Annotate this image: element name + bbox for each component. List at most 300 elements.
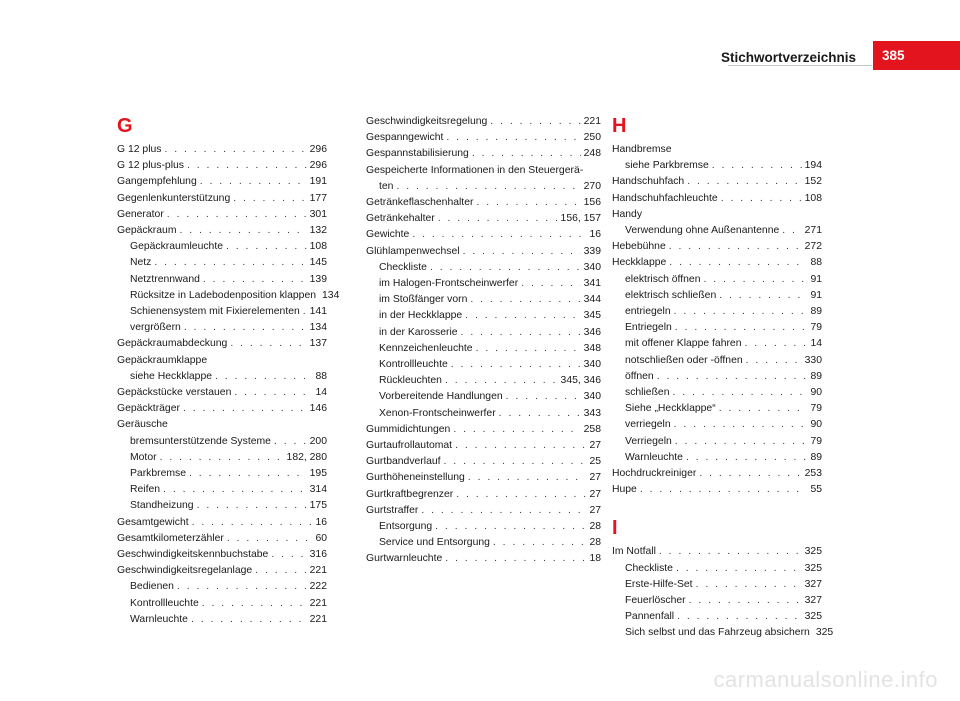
entry-page-number[interactable]: 177 <box>309 192 327 204</box>
entry-page-number[interactable]: 152 <box>804 176 822 188</box>
index-subentry <box>366 179 601 195</box>
index-subentry <box>612 561 822 577</box>
index-entry <box>612 239 822 255</box>
entry-page-number[interactable]: 253 <box>804 468 822 480</box>
entry-page-number[interactable]: 271 <box>804 225 822 237</box>
entry-page-number[interactable]: 200 <box>309 435 327 447</box>
index-entry <box>366 470 601 486</box>
dot-leader <box>271 547 306 563</box>
entry-label: notschließen oder -öffnen <box>625 354 743 366</box>
entry-label: Gepäckraum <box>117 225 177 237</box>
dot-leader <box>453 422 580 438</box>
index-entry <box>366 211 601 227</box>
dot-leader <box>438 211 558 227</box>
entry-label: Vorbereitende Handlungen <box>379 391 503 403</box>
entry-label: in der Karosserie <box>379 326 458 338</box>
entry-label: Siehe „Heckklappe“ <box>625 403 716 415</box>
entry-page-number[interactable]: 88 <box>810 257 822 269</box>
entry-label: siehe Heckklappe <box>130 370 213 382</box>
entry-label: Gespanngewicht <box>366 132 444 144</box>
entry-label: G 12 plus <box>117 144 162 155</box>
dot-leader <box>689 593 802 609</box>
entry-page-number[interactable]: 344 <box>583 294 601 306</box>
index-entry <box>366 130 601 146</box>
entry-label: im Stoßfänger vorn <box>379 294 468 306</box>
entry-page-number[interactable]: 339 <box>583 245 601 257</box>
index-subentry <box>366 535 601 551</box>
index-entry <box>117 191 327 207</box>
entry-label: Parkbremse <box>130 468 187 480</box>
index-subentry <box>117 596 327 612</box>
dot-leader <box>226 239 307 255</box>
entry-label: im Halogen-Frontscheinwerfer <box>379 278 519 290</box>
entry-page-number[interactable]: 27 <box>589 504 601 516</box>
section-spacer <box>612 498 822 516</box>
entry-label: Reifen <box>130 484 161 496</box>
entry-label: Warnleuchte <box>625 451 683 463</box>
entry-label: mit offener Klappe fahren <box>625 338 742 350</box>
index-column-2 <box>366 114 601 568</box>
dot-leader <box>675 434 808 450</box>
index-entry <box>117 563 327 579</box>
index-entry <box>117 547 327 563</box>
entry-label: öffnen <box>625 370 654 382</box>
entry-page-number[interactable]: 340 <box>583 359 601 371</box>
entry-page-number[interactable]: 343 <box>583 407 601 419</box>
entry-page-number[interactable]: 296 <box>309 144 327 155</box>
entry-page-number[interactable]: 141 <box>309 306 327 318</box>
entry-label: Gespannstabilisierung <box>366 148 469 160</box>
dot-leader <box>203 272 307 288</box>
watermark: carmanualsonline.info <box>713 667 938 692</box>
dot-leader <box>675 320 808 336</box>
index-entry <box>117 207 327 223</box>
entry-page-number[interactable]: 175 <box>309 500 327 512</box>
entry-label: Kontrollleuchte <box>379 359 448 371</box>
index-subentry <box>612 369 822 385</box>
index-subentry <box>117 255 327 271</box>
index-entry <box>117 142 327 158</box>
entry-label: Gurtkraftbegrenzer <box>366 488 454 500</box>
entry-label: Handschuhfachleuchte <box>612 192 718 204</box>
entry-page-number[interactable]: 132 <box>309 225 327 237</box>
entry-label: Motor <box>130 451 157 463</box>
entry-page-number[interactable]: 55 <box>810 484 822 496</box>
dot-leader <box>476 341 581 357</box>
entry-label: Getränkehalter <box>366 213 435 225</box>
entry-page-number[interactable]: 314 <box>309 484 327 496</box>
entry-page-number[interactable]: 258 <box>583 423 601 435</box>
entry-page-number[interactable]: 27 <box>589 472 601 484</box>
entry-label: Service und Entsorgung <box>379 537 490 549</box>
section-letter: H <box>612 115 627 137</box>
dot-leader <box>721 191 802 207</box>
entry-label: Geschwindigkeitskennbuchstabe <box>117 549 269 561</box>
entry-label: Verriegeln <box>625 435 672 447</box>
entry-page-number[interactable]: 248 <box>583 148 601 160</box>
entry-page-number[interactable]: 16 <box>589 229 601 241</box>
entry-page-number[interactable]: 325 <box>804 562 822 574</box>
entry-page-number[interactable]: 89 <box>810 370 822 382</box>
entry-page-number[interactable]: 28 <box>589 537 601 549</box>
entry-label: bremsunterstützende Systeme <box>130 435 271 447</box>
dot-leader <box>490 114 580 130</box>
index-entry <box>117 174 327 190</box>
index-subentry <box>612 320 822 336</box>
index-subentry <box>366 519 601 535</box>
dot-leader <box>184 320 307 336</box>
index-subentry <box>612 593 822 609</box>
entry-label: Hebebühne <box>612 241 666 253</box>
index-entry <box>612 544 822 560</box>
entry-page-number[interactable]: 182, 280 <box>286 451 327 463</box>
entry-label: Checkliste <box>625 562 673 574</box>
index-subentry <box>612 336 822 352</box>
entry-page-number[interactable]: 91 <box>810 289 822 301</box>
index-subentry <box>117 434 327 450</box>
index-subentry <box>612 158 822 174</box>
entry-page-number[interactable]: 348 <box>583 342 601 354</box>
entry-page-number[interactable]: 108 <box>804 192 822 204</box>
entry-page-number[interactable]: 134 <box>322 289 340 301</box>
entry-label: Gepäckraumklappe <box>117 354 208 366</box>
index-subentry <box>612 304 822 320</box>
dot-leader <box>179 223 306 239</box>
entry-label: Gurtaufrollautomat <box>366 440 453 452</box>
index-entry <box>366 146 601 162</box>
entry-page-number[interactable]: 270 <box>583 180 601 192</box>
entry-page-number[interactable]: 325 <box>804 546 822 558</box>
entry-page-number[interactable]: 221 <box>309 597 327 609</box>
index-entry <box>117 401 327 417</box>
dot-leader <box>669 255 807 271</box>
entry-page-number[interactable]: 25 <box>589 456 601 468</box>
entry-page-number[interactable]: 14 <box>810 338 822 350</box>
dot-leader <box>676 561 802 577</box>
dot-leader <box>163 482 307 498</box>
index-subentry <box>117 579 327 595</box>
entry-page-number[interactable]: 27 <box>589 488 601 500</box>
index-subentry <box>366 373 601 389</box>
entry-label: Gepäckstücke verstauen <box>117 387 232 399</box>
index-entry <box>366 551 601 567</box>
entry-label: Getränkeflaschenhalter <box>366 197 474 209</box>
entry-page-number[interactable]: 90 <box>810 419 822 431</box>
dot-leader <box>659 544 802 560</box>
section-letter: G <box>117 115 133 137</box>
entry-label: Im Notfall <box>612 546 656 558</box>
index-entry <box>117 531 327 547</box>
entry-page-number[interactable]: 79 <box>810 403 822 415</box>
index-subentry <box>612 417 822 433</box>
dot-leader <box>303 304 307 320</box>
index-entry <box>117 223 327 239</box>
index-entry <box>117 385 327 401</box>
index-column-3 <box>612 114 834 642</box>
entry-label: Gepäckträger <box>117 403 180 415</box>
index-subentry <box>117 320 327 336</box>
entry-label: Xenon-Frontscheinwerfer <box>379 407 496 419</box>
index-subentry <box>366 357 601 373</box>
dot-leader <box>669 239 802 255</box>
dot-leader <box>461 325 581 341</box>
header-divider <box>728 65 872 66</box>
index-entry <box>117 353 327 369</box>
index-subentry <box>366 260 601 276</box>
index-subentry <box>366 389 601 405</box>
index-entry <box>117 158 327 174</box>
index-subentry <box>117 288 340 304</box>
entry-page-number[interactable]: 340 <box>583 391 601 403</box>
entry-label: Gepäckraumleuchte <box>130 241 223 253</box>
entry-page-number[interactable]: 345 <box>583 310 601 322</box>
entry-page-number[interactable]: 191 <box>309 176 327 188</box>
entry-page-number[interactable]: 89 <box>810 306 822 318</box>
entry-page-number[interactable]: 327 <box>804 578 822 590</box>
entry-label: verriegeln <box>625 419 671 431</box>
index-subentry <box>612 223 822 239</box>
entry-page-number[interactable]: 145 <box>309 257 327 269</box>
index-entry <box>117 417 327 433</box>
entry-label: Standheizung <box>130 500 194 512</box>
index-entry <box>366 422 601 438</box>
dot-leader <box>506 389 581 405</box>
entry-label: Sich selbst und das Fahrzeug absichern <box>625 627 810 639</box>
entry-label: Generator <box>117 208 164 220</box>
dot-leader <box>451 357 581 373</box>
dot-leader <box>686 450 807 466</box>
dot-leader <box>746 353 802 369</box>
entry-label: vergrößern <box>130 322 181 334</box>
entry-label: Kennzeichenleuchte <box>379 342 473 354</box>
entry-page-number[interactable]: 28 <box>589 521 601 533</box>
entry-label: Hupe <box>612 484 637 496</box>
index-subentry <box>117 239 327 255</box>
dot-leader <box>719 288 807 304</box>
dot-leader <box>202 596 307 612</box>
entry-label: Gummidichtungen <box>366 423 451 435</box>
dot-leader <box>183 401 307 417</box>
entry-label: Gurtbandverlauf <box>366 456 441 468</box>
entry-page-number[interactable]: 91 <box>810 273 822 285</box>
entry-label: Warnleuchte <box>130 613 188 625</box>
entry-page-number[interactable]: 27 <box>589 440 601 452</box>
entry-label: siehe Parkbremse <box>625 160 709 172</box>
entry-page-number[interactable]: 16 <box>315 516 327 528</box>
entry-page-number[interactable]: 301 <box>309 208 327 220</box>
index-subentry <box>612 577 822 593</box>
index-entry <box>366 114 601 130</box>
entry-label: G 12 plus-plus <box>117 160 184 172</box>
entry-page-number[interactable]: 222 <box>309 581 327 593</box>
entry-page-number[interactable]: 221 <box>309 565 327 577</box>
entry-page-number[interactable]: 108 <box>309 241 327 253</box>
entry-page-number[interactable]: 341 <box>583 278 601 290</box>
entry-label: Entsorgung <box>379 521 433 533</box>
dot-leader <box>154 255 306 271</box>
entry-label: Schienensystem mit Fixierelementen <box>130 306 300 318</box>
entry-page-number[interactable]: 296 <box>309 160 327 172</box>
dot-leader <box>421 503 586 519</box>
entry-page-number[interactable]: 60 <box>315 532 327 544</box>
entry-label: Rücksitze in Ladebodenposition klappen <box>130 289 317 301</box>
index-entry <box>612 466 822 482</box>
entry-label: elektrisch schließen <box>625 289 717 301</box>
index-subentry <box>612 609 822 625</box>
index-subentry <box>612 353 822 369</box>
index-entry <box>366 195 601 211</box>
index-entry <box>366 227 601 243</box>
index-entry <box>117 336 327 352</box>
entry-page-number[interactable]: 134 <box>309 322 327 334</box>
entry-page-number[interactable]: 90 <box>810 387 822 399</box>
dot-leader <box>200 174 307 190</box>
dot-leader <box>445 551 586 567</box>
entry-page-number[interactable]: 272 <box>804 241 822 253</box>
index-subentry <box>117 482 327 498</box>
dot-leader <box>191 612 307 628</box>
dot-leader <box>712 158 802 174</box>
index-subentry <box>366 341 601 357</box>
index-entry <box>366 244 601 260</box>
entry-label: Heckklappe <box>612 257 667 269</box>
entry-label: in der Heckklappe <box>379 310 463 322</box>
dot-leader <box>197 498 307 514</box>
entry-page-number[interactable]: 325 <box>815 627 834 639</box>
entry-label: Geschwindigkeitsregelung <box>366 116 488 127</box>
entry-label: Gangempfehlung <box>117 176 197 188</box>
index-subentry <box>612 434 822 450</box>
dot-leader <box>640 482 808 498</box>
entry-page-number[interactable]: 88 <box>315 370 327 382</box>
index-subentry <box>117 369 327 385</box>
entry-page-number[interactable]: 139 <box>309 273 327 285</box>
dot-leader <box>677 609 802 625</box>
dot-leader <box>160 450 284 466</box>
dot-leader <box>435 519 586 535</box>
dot-leader <box>674 417 808 433</box>
dot-leader <box>476 195 580 211</box>
dot-leader <box>233 191 306 207</box>
dot-leader <box>455 438 586 454</box>
dot-leader <box>657 369 808 385</box>
entry-page-number[interactable]: 340 <box>583 261 601 273</box>
entry-page-number[interactable]: 79 <box>810 435 822 447</box>
entry-page-number[interactable]: 156 <box>583 197 601 209</box>
entry-page-number[interactable]: 325 <box>804 611 822 623</box>
dot-leader <box>164 142 306 158</box>
entry-label: Checkliste <box>379 261 427 273</box>
entry-label: Gurtstraffer <box>366 504 419 516</box>
entry-page-number[interactable]: 345, 346 <box>560 375 601 387</box>
page-header-title: Stichwortverzeichnis <box>720 50 856 65</box>
entry-page-number[interactable]: 79 <box>810 322 822 334</box>
entry-label: Kontrollleuchte <box>130 597 199 609</box>
entry-page-number[interactable]: 327 <box>804 595 822 607</box>
entry-page-number[interactable]: 146 <box>309 403 327 415</box>
index-entry <box>366 163 601 179</box>
entry-page-number[interactable]: 316 <box>309 549 327 561</box>
index-entry <box>612 255 822 271</box>
index-entry <box>366 487 601 503</box>
index-subentry <box>117 450 327 466</box>
index-subentry <box>117 612 327 628</box>
dot-leader <box>687 174 801 190</box>
entry-label: Gurthöheneinstellung <box>366 472 465 484</box>
index-entry <box>612 142 822 158</box>
entry-page-number[interactable]: 221 <box>583 116 601 127</box>
entry-label: Handy <box>612 208 643 220</box>
entry-page-number[interactable]: 221 <box>309 613 327 625</box>
dot-leader <box>456 487 586 503</box>
dot-leader <box>215 369 312 385</box>
index-subentry <box>612 401 822 417</box>
page-number-tab: 385 <box>873 41 960 70</box>
index-subentry <box>612 288 822 304</box>
dot-leader <box>782 223 801 239</box>
entry-label: Gegenlenkunterstützung <box>117 192 231 204</box>
entry-page-number[interactable]: 89 <box>810 451 822 463</box>
dot-leader <box>699 466 801 482</box>
dot-leader <box>255 563 306 579</box>
dot-leader <box>674 304 808 320</box>
entry-label: elektrisch öffnen <box>625 273 701 285</box>
entry-label: Erste-Hilfe-Set <box>625 578 693 590</box>
index-entry <box>612 207 822 223</box>
index-subentry <box>366 292 601 308</box>
dot-leader <box>192 515 313 531</box>
index-entry <box>366 503 601 519</box>
entry-label: Netztrennwand <box>130 273 200 285</box>
index-subentry <box>612 625 834 641</box>
section-letter: I <box>612 517 618 540</box>
entry-page-number[interactable]: 250 <box>583 132 601 144</box>
dot-leader <box>227 531 313 547</box>
index-subentry <box>366 325 601 341</box>
index-entry <box>366 438 601 454</box>
entry-page-number[interactable]: 194 <box>804 160 822 172</box>
index-entry <box>612 174 822 190</box>
dot-leader <box>703 272 807 288</box>
entry-label: Gewichte <box>366 229 410 241</box>
dot-leader <box>696 577 802 593</box>
entry-label: Glühlampenwechsel <box>366 245 460 257</box>
index-subentry <box>366 406 601 422</box>
dot-leader <box>493 535 587 551</box>
dot-leader <box>445 373 558 389</box>
entry-page-number[interactable]: 195 <box>309 468 327 480</box>
entry-page-number[interactable]: 137 <box>309 338 327 350</box>
dot-leader <box>672 385 807 401</box>
entry-label: schließen <box>625 387 670 399</box>
index-subentry <box>366 276 601 292</box>
dot-leader <box>745 336 808 352</box>
index-subentry <box>612 385 822 401</box>
dot-leader <box>230 336 306 352</box>
entry-page-number[interactable]: 14 <box>315 387 327 399</box>
entry-page-number[interactable]: 346 <box>583 326 601 338</box>
entry-label: Hochdruckreiniger <box>612 468 697 480</box>
entry-page-number[interactable]: 156, 157 <box>560 213 601 225</box>
dot-leader <box>430 260 581 276</box>
entry-label: Bedienen <box>130 581 174 593</box>
entry-page-number[interactable]: 18 <box>589 553 601 565</box>
dot-leader <box>167 207 307 223</box>
index-entry <box>612 482 822 498</box>
dot-leader <box>187 158 307 174</box>
entry-page-number[interactable]: 330 <box>804 354 822 366</box>
dot-leader <box>177 579 307 595</box>
